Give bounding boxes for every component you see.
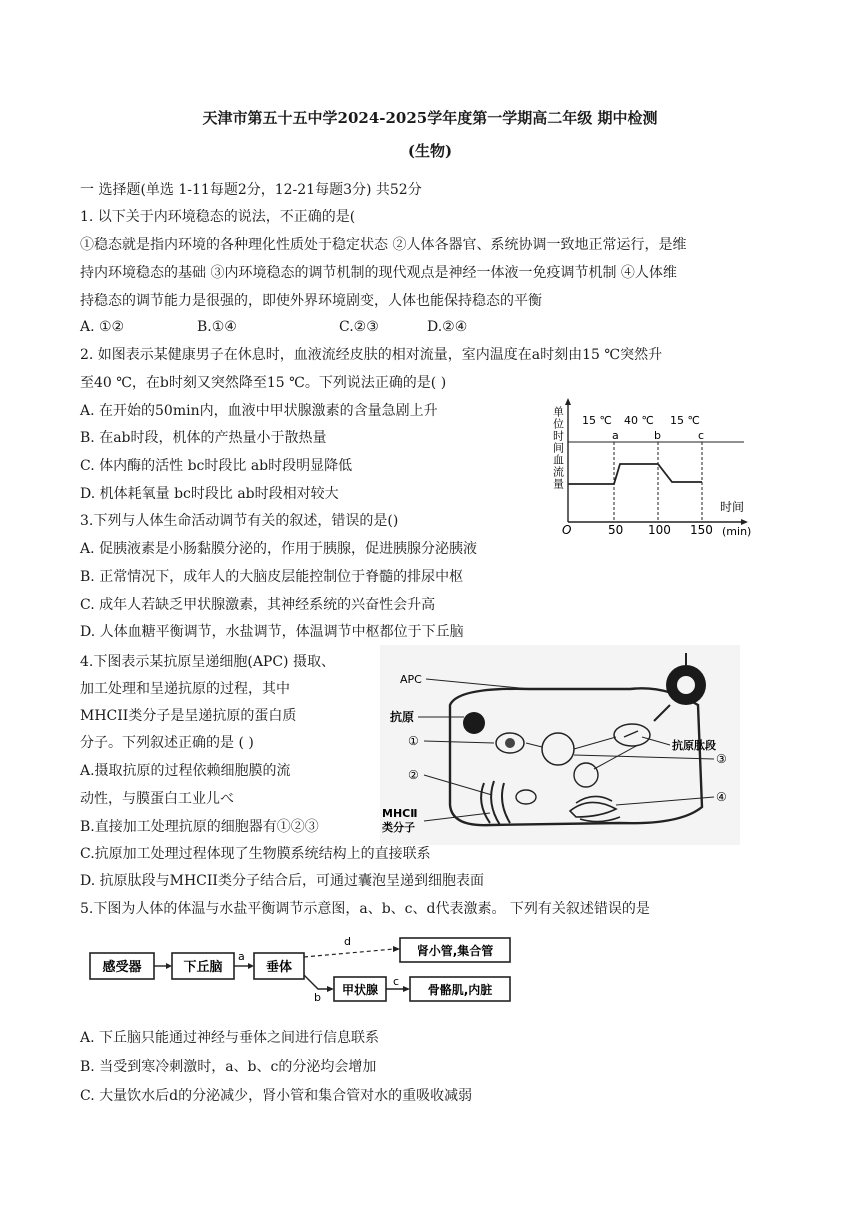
y-axis-arrow (565, 398, 571, 405)
mhc-label-1: MHCⅡ (382, 807, 418, 820)
antigen-particle (463, 712, 485, 734)
arrowhead (393, 946, 400, 952)
x-axis-label: 时间 (720, 500, 745, 514)
arrow-pituitary-thyroid (304, 975, 328, 989)
y-axis-label: 单位时间血流量 (551, 406, 565, 490)
arrowhead (403, 986, 410, 992)
q1-option-b: B.①④ (197, 319, 237, 335)
arrow-pituitary-kidney (304, 949, 394, 957)
q4-option-a-cont: 动性，与膜蛋白工业儿べ (80, 791, 234, 807)
q4-option-d: D. 抗原肽段与MHCII类分子结合后，可通过囊泡呈递到细胞表面 (80, 873, 484, 889)
thyroid-label: 甲状腺 (341, 983, 379, 997)
q2-option-d: D. 机体耗氧量 bc时段比 ab时段相对较大 (80, 486, 339, 502)
q4-stem-line: 加工处理和呈递抗原的过程，其中 (80, 681, 290, 697)
q2-stem-line: 至40 ℃，在b时刻又突然降至15 ℃。下列说法正确的是( ) (80, 375, 447, 391)
q1-body-line: 持稳态的调节能力是很强的，即使外界环境剧变，人体也能保持稳态的平衡 (80, 293, 542, 309)
q3-option-b: B. 正常情况下，成年人的大脑皮层能控制位于脊髓的排尿中枢 (80, 569, 464, 585)
label-3: ③ (716, 752, 727, 766)
hormone-c: c (393, 975, 400, 988)
q4-option-b: B.直接加工处理抗原的细胞器有①②③ (80, 819, 319, 835)
t-cell-nucleus (677, 676, 695, 694)
label-2: ② (408, 768, 419, 782)
q1-stem: 1. 以下关于内环境稳态的说法，不正确的是( (80, 209, 356, 225)
q5-option-c: C. 大量饮水后d的分泌减少，肾小管和集合管对水的重吸收减弱 (80, 1088, 473, 1104)
arrowhead (327, 986, 334, 992)
x-tick-50: 50 (608, 523, 624, 537)
label-4: ④ (716, 790, 727, 804)
arrowhead (248, 963, 254, 969)
mhc-label-2: 类分子 (382, 821, 415, 834)
q3-option-a: A. 促胰液素是小肠黏膜分泌的，作用于胰腺，促进胰腺分泌胰液 (80, 541, 478, 557)
q5-option-b: B. 当受到寒冷刺激时，a、b、c的分泌均会增加 (80, 1059, 377, 1075)
hormone-b: b (314, 991, 321, 1004)
temp-label-3: 15 ℃ (670, 414, 700, 427)
hypothalamus-label: 下丘脑 (183, 960, 223, 975)
temp-label-1: 15 ℃ (582, 414, 612, 427)
hormone-d: d (344, 935, 351, 948)
q4-option-c: C.抗原加工处理过程体现了生物膜系统结构上的直接联系 (80, 846, 431, 862)
q2-option-c: C. 体内酶的活性 bc时段比 ab时段明显降低 (80, 458, 353, 474)
q1-option-a: A. ①② (80, 319, 125, 335)
kidney-label: 肾小管,集合管 (416, 944, 494, 958)
q1-body-line: 持内环境稳态的基础 ③内环境稳态的调节机制的现代观点是神经一体液一免疫调节机制 ④人体维 (80, 265, 677, 281)
q3-option-c: C. 成年人若缺乏甲状腺激素，其神经系统的兴奋性会升高 (80, 597, 436, 613)
target-label: 骨骼肌,内脏 (427, 983, 493, 997)
temp-label-2: 40 ℃ (624, 414, 654, 427)
q4-stem-line: 4.下图表示某抗原呈递细胞(APC) 摄取、 (80, 654, 335, 670)
q1-option-c: C.②③ (339, 319, 379, 335)
receptor-label: 感受器 (102, 960, 142, 975)
page-title: 天津市第五十五中学2024-2025学年度第一学期高二年级 期中检测 (202, 109, 658, 127)
arrowhead (166, 963, 172, 969)
mark-a: a (612, 429, 619, 442)
mark-c: c (698, 429, 705, 442)
q3-stem: 3.下列与人体生命活动调节有关的叙述，错误的是() (80, 513, 399, 529)
q1-body-line: ①稳态就是指内环境的各种理化性质处于稳定状态 ②人体各器官、系统协调一致地正常运行，是维 (80, 237, 687, 253)
apc-diagram (380, 645, 740, 845)
origin-label: O (562, 523, 572, 537)
peptide-label: 抗原肽段 (672, 739, 716, 752)
q5-option-a: A. 下丘脑只能通过神经与垂体之间进行信息联系 (80, 1030, 380, 1046)
q1-option-d: D.②④ (427, 319, 468, 335)
x-axis-unit: (min) (722, 525, 752, 538)
q4-stem-line: 分子。下列叙述正确的是 ( ) (80, 735, 254, 751)
blood-flow-graph (548, 394, 768, 540)
q5-stem: 5.下图为人体的体温与水盐平衡调节示意图，a、b、c、d代表激素。 下列有关叙述错误的是 (80, 901, 650, 917)
q4-stem-line: MHCII类分子是呈递抗原的蛋白质 (80, 708, 297, 724)
blood-flow-curve (568, 464, 702, 484)
pituitary-label: 垂体 (265, 960, 293, 975)
q2-option-a: A. 在开始的50min内，血液中甲状腺激素的含量急剧上升 (80, 403, 438, 419)
section-heading: 一 选择题(单选 1-11每题2分，12-21每题3分) 共52分 (80, 182, 422, 198)
hormone-a: a (238, 950, 245, 963)
mark-b: b (654, 429, 661, 442)
q4-option-a: A.摄取抗原的过程依赖细胞膜的流 (80, 763, 291, 779)
q3-option-d: D. 人体血糖平衡调节，水盐调节，体温调节中枢都位于下丘脑 (80, 624, 464, 640)
label-1: ① (408, 734, 419, 748)
antigen-label: 抗原 (390, 710, 415, 724)
x-tick-150: 150 (690, 523, 713, 537)
subject-label: (生物) (407, 142, 453, 160)
q2-option-b: B. 在ab时段，机体的产热量小于散热量 (80, 430, 327, 446)
apc-label: APC (400, 673, 422, 686)
regulation-flowchart (88, 935, 518, 1007)
q2-stem-line: 2. 如图表示某健康男子在休息时，血液流经皮肤的相对流量，室内温度在a时刻由15 ℃突然升 (80, 347, 663, 363)
x-tick-100: 100 (648, 523, 671, 537)
vesicle-1-core (505, 738, 515, 748)
